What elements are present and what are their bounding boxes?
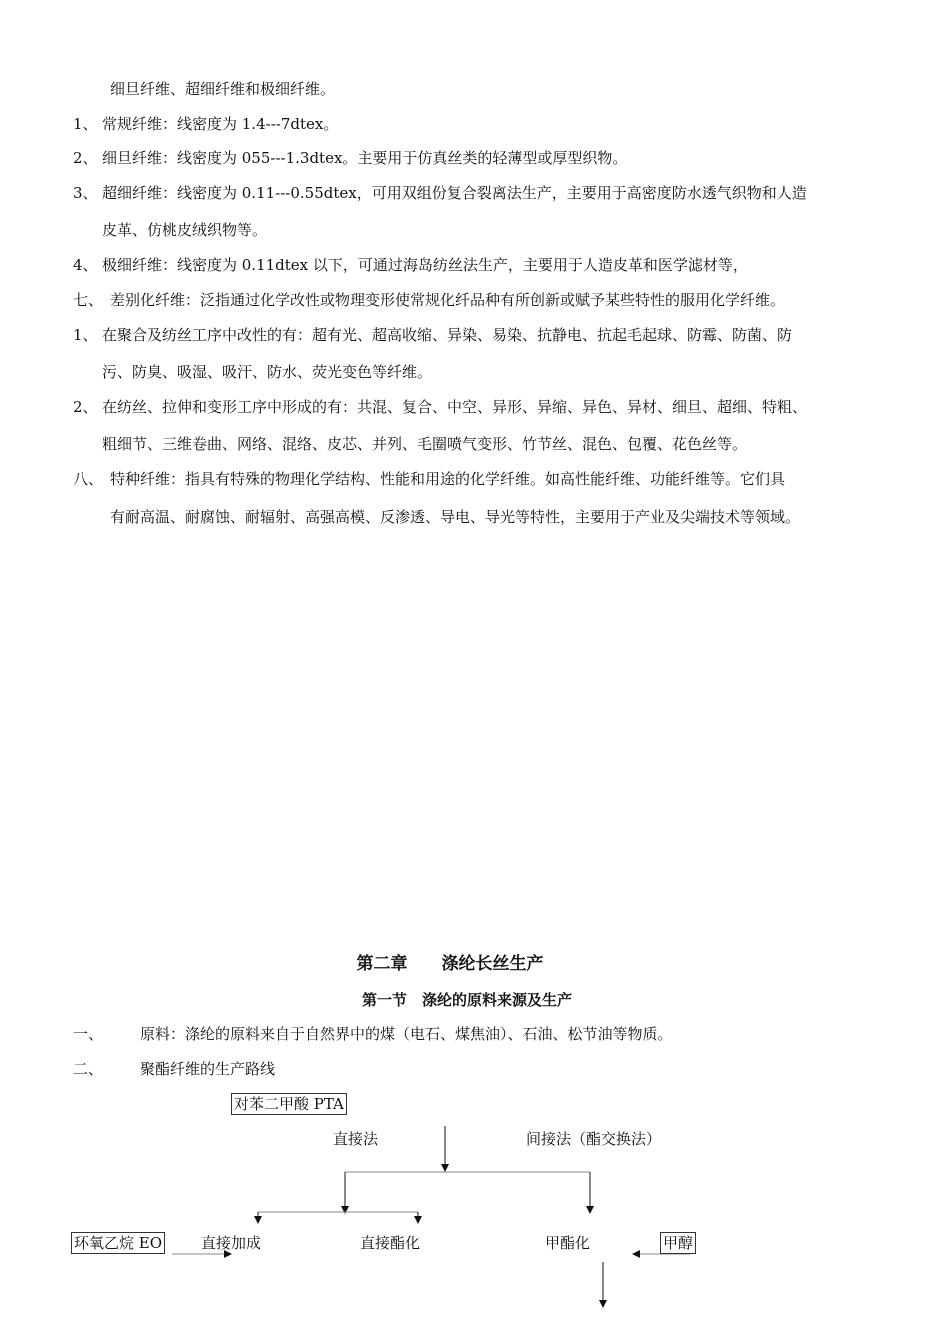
section-number: 一、 (73, 1025, 104, 1043)
list-number: 3、 (73, 184, 98, 202)
intro-line: 细旦纤维、超细纤维和极细纤维。 (110, 80, 336, 98)
paragraph: 聚酯纤维的生产路线 (140, 1060, 276, 1078)
chapter-title: 第二章 涤纶长丝生产 (356, 954, 544, 974)
section-number: 七、 (73, 291, 104, 309)
list-item-continuation: 皮革、仿桃皮绒织物等。 (102, 221, 268, 239)
list-number: 4、 (73, 256, 98, 274)
list-item: 超细纤维：线密度为 0.11---0.55dtex，可用双组份复合裂离法生产，主要用于高密度防水透气织物和人造 (102, 184, 807, 202)
section-heading: 差别化纤维：泛指通过化学改性或物理变形使常规化纤品种有所创新或赋予某些特性的服用化学纤维。 (110, 291, 786, 309)
section-continuation: 有耐高温、耐腐蚀、耐辐射、高强高模、反渗透、导电、导光等特性，主要用于产业及尖端技术等领域。 (110, 508, 801, 526)
list-item: 常规纤维：线密度为 1.4---7dtex。 (102, 115, 339, 133)
pta-box: 对苯二甲酸 PTA (231, 1093, 347, 1115)
direct-addition-label: 直接加成 (201, 1234, 262, 1252)
list-number: 1、 (73, 326, 98, 344)
list-item: 极细纤维：线密度为 0.11dtex 以下，可通过海岛纺丝法生产，主要用于人造皮革和医学滤材等， (102, 256, 748, 274)
list-number: 1、 (73, 115, 98, 133)
list-number: 2、 (73, 398, 98, 416)
section-title: 第一节 涤纶的原料来源及生产 (361, 991, 572, 1009)
indirect-method-label: 间接法（酯交换法） (526, 1130, 662, 1148)
paragraph: 原料：涤纶的原料来自于自然界中的煤（电石、煤焦油）、石油、松节油等物质。 (140, 1025, 673, 1043)
list-item-continuation: 粗细节、三维卷曲、网络、混络、皮芯、并列、毛圈喷气变形、竹节丝、混色、包覆、花色丝等。 (102, 435, 748, 453)
eo-box: 环氧乙烷 EO (71, 1232, 165, 1254)
methanol-box: 甲醇 (660, 1232, 696, 1254)
list-item: 细旦纤维：线密度为 055---1.3dtex。主要用于仿真丝类的轻薄型或厚型织物。 (102, 149, 628, 167)
methyl-esterification-label: 甲酯化 (545, 1234, 591, 1252)
direct-esterification-label: 直接酯化 (360, 1234, 421, 1252)
section-number: 二、 (73, 1060, 104, 1078)
section-heading: 特种纤维：指具有特殊的物理化学结构、性能和用途的化学纤维。如高性能纤维、功能纤维等。它们具 (110, 470, 786, 488)
list-item: 在聚合及纺丝工序中改性的有：超有光、超高收缩、异染、易染、抗静电、抗起毛起球、防霉、防菌、防 (102, 326, 793, 344)
list-number: 2、 (73, 149, 98, 167)
direct-method-label: 直接法 (333, 1130, 379, 1148)
section-number: 八、 (73, 470, 104, 488)
list-item-continuation: 污、防臭、吸湿、吸汗、防水、荧光变色等纤维。 (102, 363, 433, 381)
list-item: 在纺丝、拉伸和变形工序中形成的有：共混、复合、中空、异形、异缩、异色、异材、细旦、超细、特粗、 (102, 398, 808, 416)
